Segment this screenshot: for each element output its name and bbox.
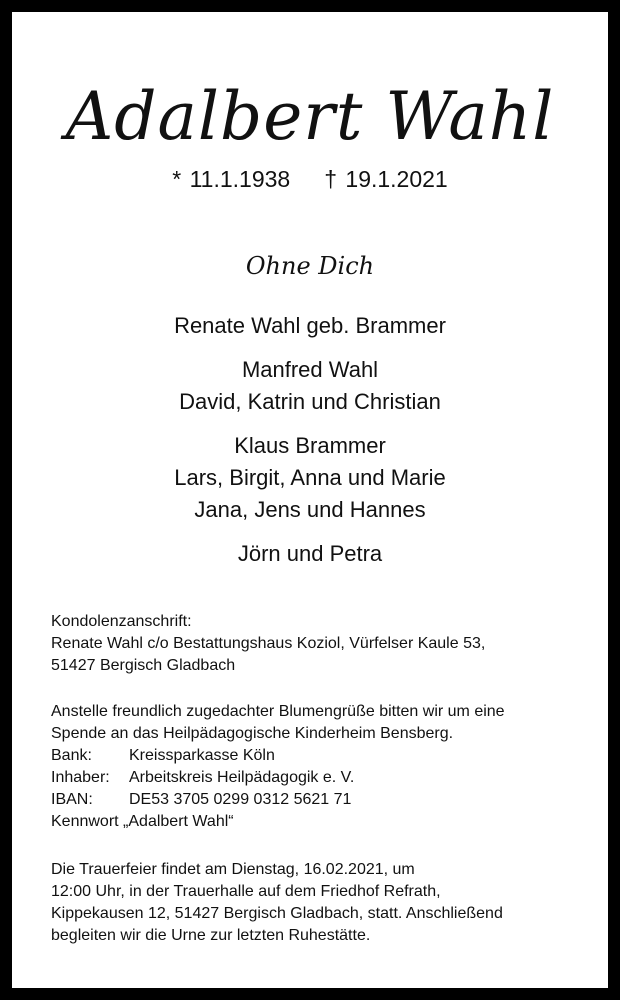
ceremony-info: [51, 859, 581, 947]
donation-text: Anstelle freundlich zugedachter Blumengrüße bitten wir um eine: [51, 703, 505, 720]
death-date: † 19.1.2021: [324, 166, 448, 192]
bank-row: [51, 745, 581, 767]
deceased-name: Adalbert Wahl: [65, 78, 555, 155]
bank-label: Bank:: [51, 747, 92, 764]
mourner-group: [12, 310, 608, 342]
mourners-list: [12, 310, 608, 582]
mourner-line: Manfred Wahl: [241, 357, 379, 382]
condolence-address: [51, 611, 581, 677]
ceremony-line: Kippekausen 12, 51427 Bergisch Gladbach, statt. Anschließend: [51, 905, 503, 922]
ceremony-line: Die Trauerfeier findet am Dienstag, 16.02.2021, um: [51, 861, 415, 878]
mourner-group: [12, 354, 608, 418]
condolence-line: Renate Wahl c/o Bestattungshaus Koziol, Vürfelser Kaule 53,: [51, 635, 486, 652]
iban-label: IBAN:: [51, 791, 93, 808]
mourner-group: [12, 430, 608, 526]
mourner-line: Renate Wahl geb. Brammer: [174, 313, 446, 338]
mourner-line: David, Katrin und Christian: [179, 389, 441, 414]
ceremony-line: begleiten wir die Urne zur letzten Ruhestätte.: [51, 927, 371, 944]
holder-value: Arbeitskreis Heilpädagogik e. V.: [129, 769, 355, 786]
condolence-line: 51427 Bergisch Gladbach: [51, 657, 236, 674]
motto: Ohne Dich: [245, 252, 375, 280]
condolence-label: Kondolenzanschrift:: [51, 613, 192, 630]
iban-row: [51, 789, 581, 811]
mourner-line: Klaus Brammer: [234, 433, 386, 458]
holder-row: [51, 767, 581, 789]
iban-value: DE53 3705 0299 0312 5621 71: [129, 791, 352, 808]
birth-date: * 11.1.1938: [172, 166, 291, 192]
mourner-line: Jana, Jens und Hannes: [194, 497, 426, 522]
ceremony-line: 12:00 Uhr, in der Trauerhalle auf dem Friedhof Refrath,: [51, 883, 441, 900]
donation-info: [51, 701, 581, 833]
mourner-line: Lars, Birgit, Anna und Marie: [174, 465, 446, 490]
bank-value: Kreissparkasse Köln: [129, 747, 275, 764]
mourner-line: Jörn und Petra: [237, 541, 383, 566]
obituary-card: [12, 12, 608, 988]
donation-text: Spende an das Heilpädagogische Kinderheim Bensberg.: [51, 725, 454, 742]
mourner-group: [12, 538, 608, 570]
holder-label: Inhaber:: [51, 769, 110, 786]
donation-keyword: Kennwort „Adalbert Wahl“: [51, 813, 234, 830]
life-dates: [12, 166, 608, 193]
